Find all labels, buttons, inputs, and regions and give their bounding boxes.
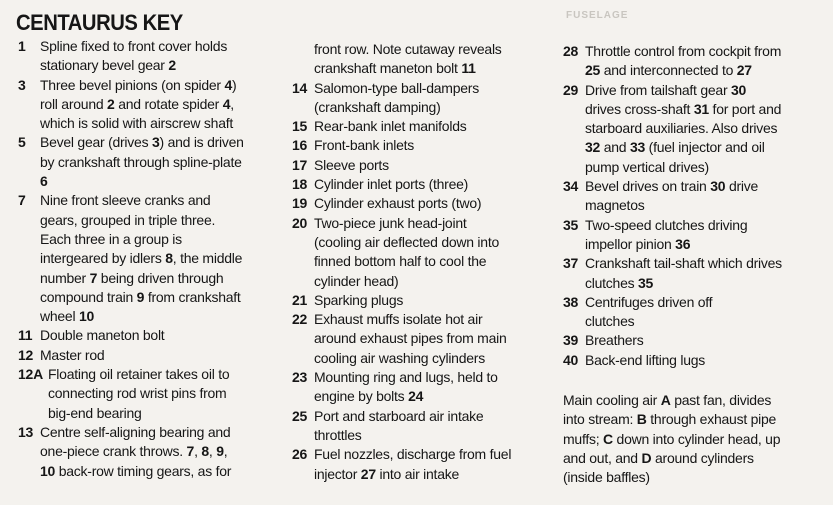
key-item-number: 39 [563,332,579,349]
key-item-line [563,312,825,331]
key-text-segment: Crankshaft tail-shaft which drives [585,255,782,272]
key-text-segment: which is solid with airscrew shaft [40,115,234,132]
key-text-segment: cooling air washing cylinders [314,349,485,366]
key-text-segment: from crankshaft [144,288,241,305]
key-item [292,310,552,368]
key-reference-number: 10 [78,308,95,325]
key-text-segment: front row. Note cutaway reveals [314,41,502,57]
key-item-line [563,158,825,177]
key-text-segment: Fuel nozzles, discharge from fuel [314,446,512,463]
key-reference-number: 31 [693,100,709,117]
key-text-segment: compound train [40,288,137,305]
key-text-segment: Mounting ring and lugs, held to [314,369,498,386]
key-item-line [563,196,825,215]
key-item-line [18,462,280,481]
key-item-number: 25 [292,407,308,424]
key-item-number: 29 [563,81,579,98]
note-line [563,391,825,410]
key-text-segment: Bevel drives on train [585,178,711,195]
key-item-line [292,214,552,233]
key-text-segment: Spline fixed to front cover holds [40,38,228,54]
key-item-line [292,426,552,445]
key-text-segment: pump vertical drives) [585,158,709,175]
key-item-number: 26 [292,446,308,463]
key-item-number: 37 [563,255,579,272]
key-text-segment: , [208,443,217,460]
key-reference-number: 7 [89,269,98,286]
key-text-segment: , [223,443,228,460]
key-text-segment: Drive from tailshaft gear [585,81,731,98]
key-text-segment: one-piece crank throws. [40,443,187,460]
key-item-line [292,272,552,291]
key-text-segment: Two-speed clutches driving [585,216,748,233]
key-text-segment: , [230,95,234,112]
key-item [18,423,280,481]
key-item-number: 16 [292,137,308,154]
key-item [563,331,825,350]
key-item-line [563,61,825,80]
note-line [563,430,825,449]
key-item-line [18,384,280,403]
key-item-number: 23 [292,369,308,386]
key-reference-number: A [660,392,671,409]
key-item [18,133,280,191]
key-item-line [18,442,280,461]
key-text-segment: roll around [40,95,108,112]
key-item-number: 3 [18,76,26,93]
key-item-line [292,194,552,213]
key-text-segment: clutches [585,313,635,330]
key-text-segment: finned bottom half to cool the [314,253,487,270]
key-item [18,191,280,326]
key-item [292,156,552,175]
key-item-line [292,79,552,98]
key-item [563,177,825,216]
key-item-line [18,249,280,268]
key-reference-number: 27 [360,465,376,482]
key-text-segment: , [194,443,202,460]
key-reference-number: 4 [224,76,233,93]
key-text-segment: (crankshaft damping) [314,98,441,115]
key-text-segment: Two-piece junk head-joint [314,214,467,231]
key-item-line [563,351,825,370]
key-item-number: 40 [563,351,579,368]
key-text-segment: injector [314,465,361,482]
key-item-line [563,254,825,273]
key-item-number: 15 [292,118,308,135]
key-text-segment: Salomon-type ball-dampers [314,79,479,96]
key-reference-number: 9 [216,443,224,460]
key-text-segment: impellor pinion [585,235,676,252]
key-reference-number: 30 [731,81,747,98]
key-text-segment: Rear-bank inlet manifolds [314,118,467,135]
key-item [292,368,552,407]
key-item-line [292,291,552,310]
key-text-segment: (inside baffles) [563,469,650,486]
key-text-segment: , the middle [172,250,243,267]
key-text-segment: Breathers [585,332,644,349]
key-text-segment: Sleeve ports [314,156,389,173]
key-text-segment: around exhaust pipes from main [314,330,507,347]
key-item-line [18,346,280,365]
key-item [18,76,280,134]
key-item-line [292,40,552,59]
key-item [563,216,825,255]
key-text-segment: crankshaft maneton bolt [314,60,462,77]
key-item-line [292,310,552,329]
key-item-line [563,274,825,293]
key-item [18,37,280,76]
key-item-line [292,252,552,271]
key-text-segment: ) [232,76,237,93]
key-text-segment: and interconnected to [600,62,737,79]
key-text-segment: for port and [708,100,782,117]
key-text-segment: Centre self-aligning bearing and [40,423,231,440]
key-reference-number: 2 [107,95,115,112]
key-reference-number: 10 [40,462,56,479]
key-reference-number: 24 [408,388,424,405]
key-item [292,291,552,310]
key-item-line [292,387,552,406]
key-text-segment: Cylinder inlet ports (three) [314,176,469,193]
key-column-1 [18,37,280,481]
key-text-segment: back-row timing gears, as for [55,462,232,479]
key-text-segment: and out, and [563,449,642,466]
key-text-segment: cylinder head) [314,272,399,289]
key-text-segment: clutches [585,274,638,291]
key-item-line [18,404,280,423]
key-text-segment: Each three in a group is [40,230,182,247]
key-reference-number: 30 [710,178,726,195]
key-item-line [563,235,825,254]
key-text-segment: Exhaust muffs isolate hot air [314,311,483,328]
key-item [18,346,280,365]
key-item-number: 14 [292,79,308,96]
key-reference-number: B [636,411,647,428]
key-item-line [18,133,280,152]
key-text-segment: (cooling air deflected down into [314,233,500,250]
key-text-segment: stationary bevel gear [40,57,169,74]
key-text-segment: number [40,269,90,286]
key-text-segment: by crankshaft through spline-plate [40,153,242,170]
key-item [563,351,825,370]
key-reference-number: 2 [168,57,176,74]
key-reference-number: 33 [629,139,646,156]
key-item [292,407,552,446]
key-text-segment: big-end bearing [48,404,142,421]
key-reference-number: D [641,449,652,466]
key-text-segment: Centrifuges driven off [585,293,713,310]
key-item-line [292,445,552,464]
key-reference-number: 27 [736,62,752,79]
key-item [18,326,280,345]
key-item [292,79,552,118]
key-text-segment: down into cylinder head, up [612,430,781,447]
key-text-segment: being driven through [97,269,224,286]
key-text-segment: Sparking plugs [314,291,404,308]
key-item [292,117,552,136]
note-line [563,410,825,429]
key-item-line [18,423,280,442]
key-reference-number: 6 [40,173,48,190]
key-text-segment: Double maneton bolt [40,327,165,344]
key-text-segment: Main cooling air [563,392,661,409]
key-item-number: 21 [292,291,308,308]
key-item-number: 11 [18,327,33,344]
key-item-line [18,211,280,230]
key-text-segment: Floating oil retainer takes oil to [48,366,230,383]
key-text-segment: gears, grouped in triple three. [40,211,216,228]
key-item-number: 12 [18,346,34,363]
key-text-segment: ) and is driven [159,134,244,151]
key-reference-number: 4 [222,95,231,112]
key-item-number: 5 [18,134,26,151]
key-text-segment: Front-bank inlets [314,137,415,154]
key-item-line [563,177,825,196]
key-text-segment: through exhaust pipe [646,411,777,428]
key-reference-number: 7 [186,443,195,460]
key-reference-number: 3 [151,134,160,151]
key-reference-number: 9 [136,288,145,305]
key-reference-number: 25 [585,62,601,79]
key-item [292,136,552,155]
key-text-segment: and [600,139,630,156]
key-item-line [292,59,552,78]
key-item-line [563,100,825,119]
key-item-line [563,119,825,138]
key-item-line [292,117,552,136]
key-text-segment: Three bevel pinions (on spider [40,76,225,93]
key-item-line [292,407,552,426]
key-reference-number: 35 [638,274,654,291]
cooling-air-note [563,391,825,487]
key-item-line [292,136,552,155]
key-item-line [18,269,280,288]
key-item-line [18,153,280,172]
key-item [292,175,552,194]
key-text-segment: into air intake [375,465,460,482]
key-text-segment: drives cross-shaft [585,100,694,117]
key-text-segment: Nine front sleeve cranks and [40,192,211,209]
key-text-segment: Port and starboard air intake [314,407,484,424]
key-item [292,194,552,213]
key-item-number: 38 [563,293,579,310]
key-text-segment: wheel [40,308,79,325]
note-line [563,468,825,487]
key-item-number: 35 [563,216,579,233]
key-item [563,81,825,177]
key-item-line [563,331,825,350]
key-text-segment: starboard auxiliaries. Also drives [585,120,778,137]
key-text-segment: Back-end lifting lugs [585,351,706,368]
key-item-line [563,293,825,312]
key-text-segment: connecting rod wrist pins from [48,385,227,402]
key-item-line [18,191,280,210]
key-item-line [18,37,280,56]
key-text-segment: intergeared by idlers [40,250,166,267]
key-item-line [292,156,552,175]
key-text-segment: (fuel injector and oil [645,139,765,156]
note-line [563,449,825,468]
key-reference-number: 8 [165,250,173,267]
key-item-number: 19 [292,195,308,212]
key-text-segment: past fan, divides [670,392,772,409]
key-item-line [18,56,280,75]
key-item-line [18,230,280,249]
key-text-segment: drive [725,178,759,195]
key-item [292,445,552,484]
key-reference-number: 8 [201,443,209,460]
key-item [563,254,825,293]
key-item-number: 18 [292,176,308,193]
key-text-segment: muffs; [563,430,604,447]
key-item-number: 28 [563,43,579,59]
key-text-segment: magnetos [585,197,645,214]
key-item-line [18,76,280,95]
key-text-segment: around cylinders [651,449,754,466]
key-reference-number: 32 [585,139,601,156]
key-item-line [292,233,552,252]
key-item-number: 22 [292,311,308,328]
key-reference-number: 11 [461,60,476,77]
key-item-line [563,81,825,100]
key-item-line [292,368,552,387]
key-item-line [18,114,280,133]
key-item [563,42,825,81]
key-item-number: 34 [563,178,579,195]
key-item-line [563,138,825,157]
key-item [292,40,552,79]
background-label: FUSELAGE [566,10,629,21]
key-item-number: 17 [292,156,308,173]
key-text-segment: engine by bolts [314,388,409,405]
key-item-number: 1 [18,38,26,54]
key-item [18,365,280,423]
key-reference-number: C [603,430,613,447]
key-column-3 [563,42,825,488]
key-item-line [292,175,552,194]
key-item-line [292,349,552,368]
key-item [563,293,825,332]
key-text-segment: Cylinder exhaust ports (two) [314,195,482,212]
key-item-number: 7 [18,192,26,209]
key-item-line [18,288,280,307]
key-text-segment: Throttle control from cockpit from [585,43,782,59]
key-item-line [18,365,280,384]
page-title: CENTAURUS KEY [16,10,183,35]
key-item-line [292,465,552,484]
key-item [292,214,552,291]
key-reference-number: 36 [675,235,691,252]
key-text-segment: Bevel gear (drives [40,134,152,151]
key-column-2 [292,40,552,484]
key-text-segment: into stream: [563,411,637,428]
key-item-line [18,172,280,191]
key-text-segment: throttles [314,426,362,443]
key-item-line [18,307,280,326]
key-text-segment: Master rod [40,346,105,363]
key-item-line [18,326,280,345]
key-item-line [563,216,825,235]
key-item-number: 13 [18,423,34,440]
key-item-line [292,329,552,348]
key-text-segment: and rotate spider [114,95,223,112]
key-item-line [563,42,825,61]
key-item-number: 12A [18,366,43,383]
key-item-line [292,98,552,117]
key-item-line [18,95,280,114]
key-item-number: 20 [292,214,308,231]
